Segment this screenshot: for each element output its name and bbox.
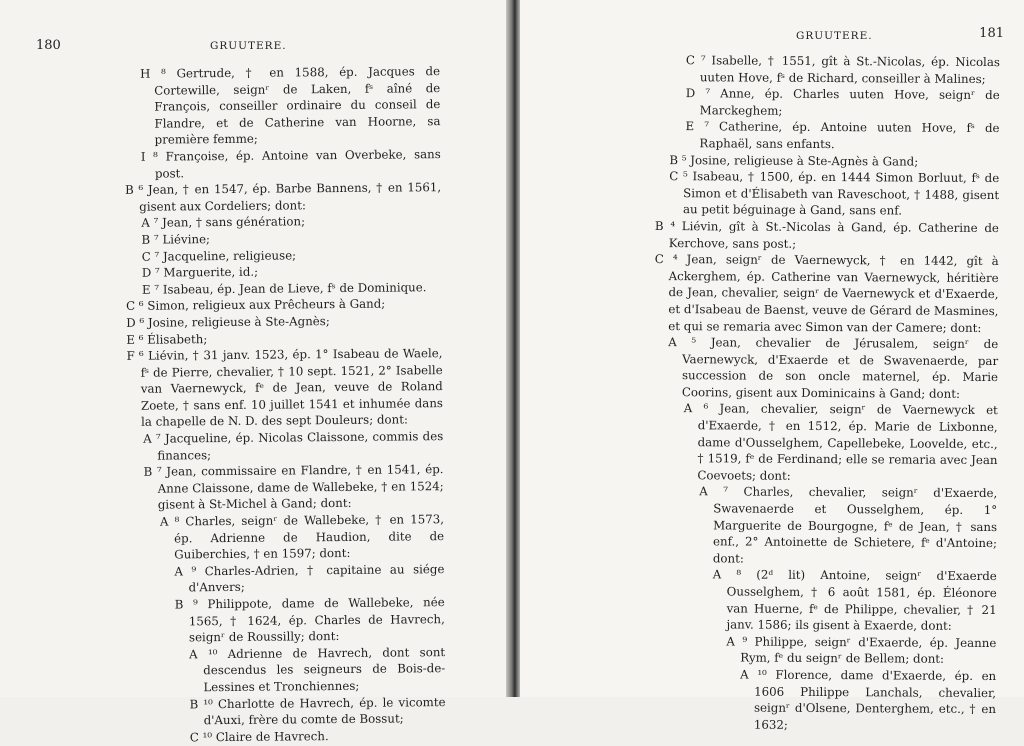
genealogy-entry: A ⁸ (2ᵈ lit) Antoine, seignʳ d'Exaerde Ousselghem, † 6 août 1581, ép. Éléonore van Huerne, fᵉ de Philippe, chevalier, † 21 janv. 1586; ils gisent à Exaerde, dont: (712, 567, 997, 634)
genealogy-entry: A ⁵ Jean, chevalier de Jérusalem, seignʳ de Vaernewyck, d'Exaerde et de Swavenaerde, par succession de son oncle maternel, ép. Marie Coorins, gisent aux Dominicains à Gand; dont: (668, 335, 999, 401)
genealogy-entry: C ⁶ Simon, religieux aux Prêcheurs à Gand; (126, 296, 386, 314)
genealogy-entry: E ⁶ Élisabeth; (126, 331, 208, 347)
genealogy-entry: A ⁹ Charles-Adrien, † capitaine au siége d'Anvers; (174, 561, 445, 595)
running-head-left: GRUUTERE. (210, 40, 287, 52)
left-page (0, 0, 508, 745)
genealogy-entry: A ⁹ Philippe, seignʳ d'Exaerde, ép. Jeanne Rym, fᵉ du seignʳ de Bellem; dont: (726, 634, 997, 667)
genealogy-entry: B ⁹ Philippote, dame de Wallebeke, née 1565, † 1624, ép. Charles de Havrech, seignʳ de Roussilly; dont: (174, 595, 445, 645)
genealogy-entry: A ⁶ Jean, chevalier, seignʳ de Vaernewyck et d'Exaerde, † en 1512, ép. Marie de Lixbonne, dame d'Ousselghem, Capellebeke, Loovelde, etc., † 1519, fᵉ de Ferdinand; elle se remaria avec Jean Coevoets; dont: (683, 401, 998, 483)
genealogy-text-left (110, 63, 446, 746)
genealogy-entry: C ⁴ Jean, seignʳ de Vaernewyck, † en 1442, gît à Ackerghem, ép. Catherine van Vaernewyck, héritière de Jean, chevalier, seignʳ de Vaernewyck et d'Exaerde, et d'Isabeau de Baenst, veuve de Gérard de Masmines, et qui se remaria avec Simon van der Camere; dont: (654, 252, 999, 335)
genealogy-entry: C ¹⁰ Claire de Havrech. (189, 728, 329, 745)
genealogy-entry: A ¹⁰ Florence, dame d'Exaerde, ép. en 1606 Philippe Lanchals, chevalier, seignʳ d'Olsene, Denterghem, etc., † en 1632; (740, 667, 997, 732)
genealogy-entry: B ⁷ Jean, commissaire en Flandre, † en 1541, ép. Anne Claissone, dame de Wallebeke, † en 1524; gisent à St-Michel à Gand; dont: (143, 462, 444, 513)
genealogy-entry: E ⁷ Isabeau, ép. Jean de Lieve, fˢ de Dominique. (141, 279, 427, 297)
genealogy-entry: A ⁷ Jacqueline, ép. Nicolas Claissone, commis des finances; (143, 429, 444, 463)
genealogy-entry: B ⁵ Josine, religieuse à Ste-Agnès à Gand; (669, 152, 919, 169)
genealogy-entry: A ⁷ Charles, chevalier, seignʳ d'Exaerde, Swavenaerde et Ousselghem, ép. 1° Marguerite de Bourgogne, fᵉ de Jean, † sans enf., 2° Antoinette de Schietere, fᵉ d'Antoine; dont: (699, 484, 998, 566)
genealogy-entry: A ⁷ Jean, † sans génération; (141, 214, 306, 231)
genealogy-entry: A ⁸ Charles, seignʳ de Wallebeke, † en 1573, ép. Adrienne de Haudion, dite de Guiberchies, † en 1597; dont: (159, 512, 445, 562)
genealogy-entry: C ⁷ Isabelle, † 1551, gît à St.-Nicolas, ép. Nicolas uuten Hove, fˢ de Richard, conseiller à Malines; (685, 53, 1000, 86)
genealogy-entry: A ¹⁰ Adrienne de Havrech, dont sont descendus les seigneurs de Bois-de-Lessines et Tronchiennes; (189, 644, 446, 695)
genealogy-entry: D ⁶ Josine, religieuse à Ste-Agnès; (126, 313, 330, 330)
genealogy-text-right (652, 52, 1000, 734)
genealogy-entry: B ⁷ Liévine; (141, 232, 211, 247)
page-number-left: 180 (36, 38, 61, 53)
right-page (520, 0, 1024, 732)
page-number-right: 181 (979, 26, 1004, 41)
genealogy-entry: E ⁷ Catherine, ép. Antoine uuten Hove, fˢ de Raphaël, sans enfants. (685, 119, 1000, 152)
genealogy-entry: D ⁷ Marguerite, id.; (141, 264, 259, 280)
genealogy-entry: C ⁷ Jacqueline, religieuse; (141, 247, 297, 264)
genealogy-entry: I ⁸ Françoise, ép. Antoine van Overbeke, sans post. (140, 147, 441, 181)
genealogy-entry: F ⁶ Liévin, † 31 janv. 1523, ép. 1° Isabeau de Waele, fˢ de Pierre, chevalier, † 10 sept. 1521, 2° Isabelle van Vaernewyck, fᵉ de Jean, veuve de Roland Zoete, † sans enf. 10 juillet 1541 et inhumée dans la chapelle de N. D. des sept Douleurs; dont: (126, 346, 444, 430)
genealogy-entry: C ⁵ Isabeau, † 1500, ép. en 1444 Simon Borluut, fˢ de Simon et d'Élisabeth van Raveschoot, † 1488, gisent au petit béguinage à Gand, sans enf. (669, 169, 1000, 218)
running-head-right: GRUUTERE. (796, 30, 873, 42)
genealogy-entry: B ⁶ Jean, † en 1547, ép. Barbe Bannens, † en 1561, gisent aux Cordeliers; dont: (125, 180, 442, 214)
genealogy-entry: B ¹⁰ Charlotte de Havrech, ép. le vicomte d'Auxi, frère du comte de Bossut; (189, 694, 446, 728)
genealogy-entry: B ⁴ Liévin, gît à St.-Nicolas à Gand, ép. Catherine de Kerchove, sans post.; (654, 218, 999, 251)
genealogy-entry: H ⁸ Gertrude, † en 1588, ép. Jacques de Cortewille, seignʳ de Laken, fˢ aîné de François, conseiller ordinaire du conseil de Flandre, et de Catherine van Hoorne, sa première femme; (140, 64, 441, 147)
genealogy-entry: D ⁷ Anne, ép. Charles uuten Hove, seignʳ de Marckeghem; (685, 86, 1000, 118)
